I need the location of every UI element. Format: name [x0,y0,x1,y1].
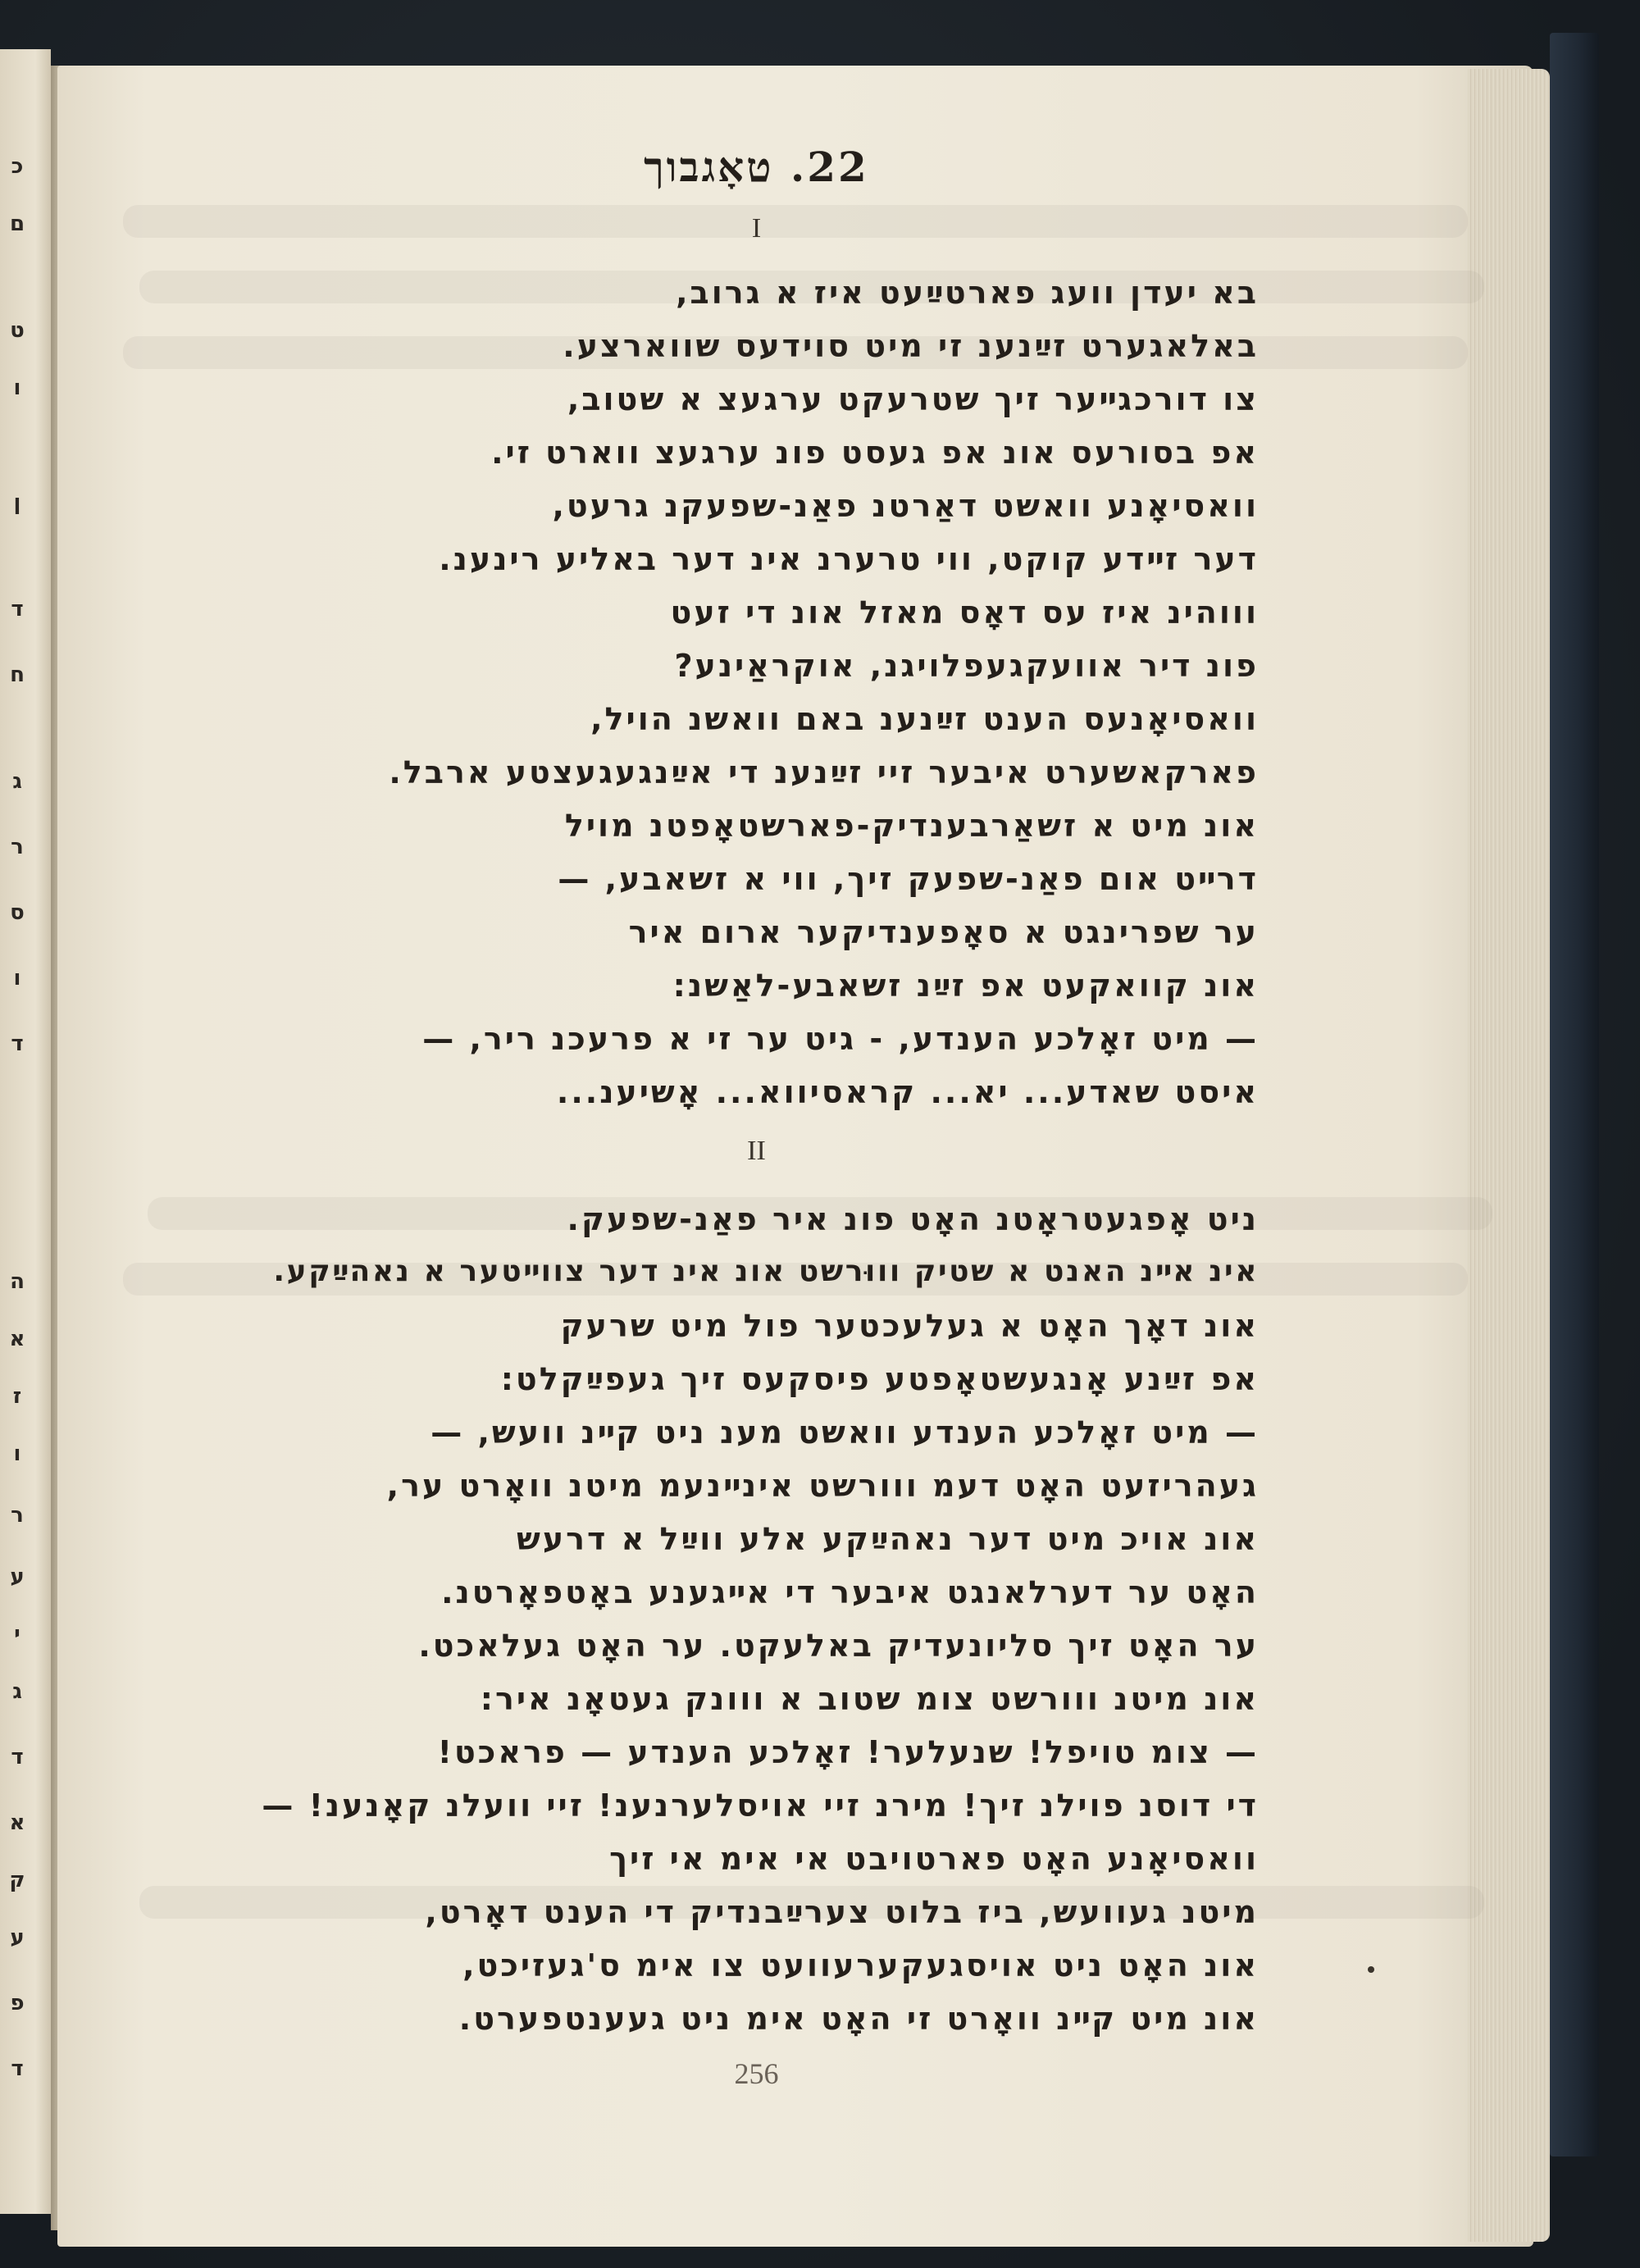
facing-page-fragment: ה [10,1269,25,1294]
poem-line: אונ דאָך האָט א געלעכטער פול מיט שרעק [560,1308,1259,1344]
poem-line: אפ זײַנע אָנגעשטאָפטע פיסקעס זיך געפײַקלט: [500,1361,1259,1397]
facing-page-fragment: ר [11,835,24,859]
poem-line: בא יעדן וועג פארטײַעט איז א גרוב, [676,275,1259,311]
ink-speck [1368,1966,1374,1973]
facing-page-fragment: ג [12,769,22,794]
poem-line: ניט אָפגעטראָטנ האָט פונ איר פאַנ-שפעק. [567,1201,1259,1237]
facing-page-margin [0,49,51,2214]
poem-line: — מיט זאָלכע הענדע וואשט מענ ניט קײנ וועש, — [430,1414,1259,1451]
facing-page-fragment: ו [13,376,21,400]
poem-line: וואסיאָנע האָט פארטויבט אי אימ אי זיך [609,1841,1259,1877]
poem-line: צו דורכגײער זיך שטרעקט ערגעצ א שטוב, [567,381,1259,417]
facing-page-fragment: ג [12,1679,22,1704]
facing-page-fragment: ק [9,1868,25,1892]
poem-line: — צומ טויפל! שנעלער! זאָלכע הענדע — פראכט! [437,1734,1259,1770]
facing-page-fragment: ו [13,966,21,991]
page-edges [1468,69,1550,2242]
poem-line: וואסיאָנעס הענט זײַנענ באם וואשנ הויל, [590,701,1259,737]
facing-page-fragment: ט [10,318,25,343]
poem-line: אפ בסורעס אונ אפ געסט פונ ערגעצ ווארט זי. [491,435,1259,471]
poem-line: ער שפרינגט א סאָפענדיקער ארום איר [628,914,1259,950]
poem-line: אונ מיט א זשאַרבענדיק-פארשטאָפטנ מויל [564,808,1259,844]
poem-line: וואסיאָנע וואשט דאַרטנ פאַנ-שפעקנ גרעט, [552,488,1259,524]
poem-line: פונ דיר אוועקגעפלויגנ, אוקראַינע? [674,648,1259,684]
facing-page-fragment: ם [9,212,25,236]
page-number: 256 [734,2057,779,2090]
poem-line: דרײט אום פאַנ-שפעק זיך, ווי א זשאבע, — [558,861,1259,897]
poem-line: דער זײדע קוקט, ווי טרערנ אינ דער באליע רינענ. [439,541,1259,577]
poem-line: אונ קוואקעט אפ זײַנ זשאבע-לאַשנ: [672,968,1259,1004]
facing-page-fragment: ד [11,1032,24,1056]
poem-line: אינ אײנ האנט א שטיק וווּרשט אונ אינ דער צווײטער א נאהײַקע. [273,1255,1259,1288]
poem-line: איסט שאדע... יא... קראסיווא... אָשיענ... [556,1074,1259,1110]
section-number: I [751,213,762,244]
facing-page-fragment: ח [10,663,25,687]
facing-page-fragment: ד [11,597,24,622]
poem-line: געהריזעט האָט דעמ ווורשט אינײנעמ מיטנ וואָרט ער, [386,1468,1259,1504]
section-number: II [747,1136,766,1166]
facing-page-fragment: ן [13,490,21,515]
poem-line: באלאגערט זײַנענ זי מיט סוידעס שווארצע. [563,328,1259,364]
facing-page-fragment: כ [11,154,24,179]
poem-line: אונ אויכ מיט דער נאהײַקע אלע ווײַל א דרעש [517,1521,1259,1557]
facing-page-fragment: ע [10,1564,25,1589]
facing-page-fragment: פ [10,1991,25,2015]
facing-page-fragment: ז [12,1384,22,1409]
chapter-title: 22. טאָגבוך [644,143,869,191]
facing-page-fragment: א [9,1327,25,1351]
facing-page-fragment: ד [11,1745,24,1769]
facing-page-fragment: ר [11,1503,24,1528]
poem-line: די דוסנ פוילנ זיך! מירנ זיי אויסלערנענ! זיי וועלנ קאָנענ! — [262,1788,1259,1824]
facing-page-fragment: ע [10,1925,25,1950]
poem-line: ער האָט זיך סליונעדיק באלעקט. ער האָט געלאכט. [418,1628,1259,1664]
poem-line: אונ האָט ניט אויסגעקערעוועט צו אימ ס'געזיכט, [462,1947,1259,1983]
facing-page-fragment: ו [13,1441,21,1466]
poem-line: אונ מיטנ ווורשט צומ שטוב א ווונק געטאָנ איר: [480,1681,1259,1717]
facing-page-fragment: א [9,1810,25,1835]
book-cover-edge [1550,33,1599,2156]
facing-page-fragment: י [14,1622,20,1646]
poem-line: — מיט זאָלכע הענדע, - גיט ער זי א פרעכנ ריר, — [422,1021,1259,1057]
page-text-block [254,131,1259,2132]
facing-page-fragment: ד [11,2056,24,2081]
poem-line: אונ מיט קײנ וואָרט זי האָט אימ ניט געענטפערט. [458,2001,1259,2037]
poem-line: וווהינ איז עס דאָס מאזל אונ די זעט [670,594,1259,631]
facing-page-fragment: ס [10,900,25,925]
poem-line: האָט ער דערלאנגט איבער די אײגענע באָטפאָרטנ. [441,1574,1259,1610]
poem-line: מיטנ געוועש, ביז בלוט צערײַבנדיק די הענט דאָרט, [425,1894,1259,1930]
poem-line: פארקאשערט איבער זיי זײַנענ די אײַנגעגעצטע ארבל. [389,754,1259,790]
